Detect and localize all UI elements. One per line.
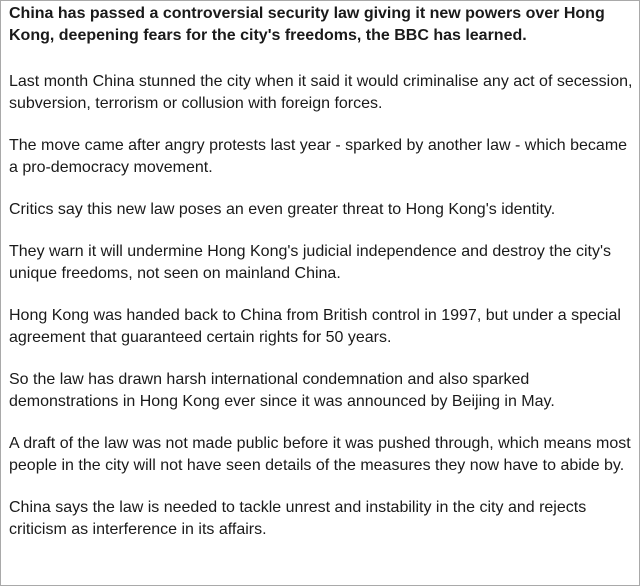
article-paragraph: Critics say this new law poses an even greater threat to Hong Kong's identity. xyxy=(9,201,556,218)
article-paragraph: The move came after angry protests last year - sparked by another law - which became a pro-democracy movement. xyxy=(9,137,628,176)
article-body xyxy=(9,3,637,561)
article-paragraph: China says the law is needed to tackle unrest and instability in the city and rejects criticism as interference in its affairs. xyxy=(9,499,587,538)
article-paragraph: Hong Kong was handed back to China from British control in 1997, but under a special agreement that guaranteed certain rights for 50 years. xyxy=(9,307,621,346)
article-paragraph: Last month China stunned the city when it said it would criminalise any act of secession, subversion, terrorism or collusion with foreign forces. xyxy=(9,73,633,112)
article-paragraph: They warn it will undermine Hong Kong's judicial independence and destroy the city's unique freedoms, not seen on mainland China. xyxy=(9,243,611,282)
article-paragraph: So the law has drawn harsh international condemnation and also sparked demonstrations in Hong Kong ever since it was announced by Beijing in May. xyxy=(9,371,555,410)
article-paragraph: A draft of the law was not made public before it was pushed through, which means most people in the city will not have seen details of the measures they now have to abide by. xyxy=(9,435,631,474)
article-lead: China has passed a controversial security law giving it new powers over Hong Kong, deepening fears for the city's freedoms, the BBC has learned. xyxy=(9,5,605,44)
